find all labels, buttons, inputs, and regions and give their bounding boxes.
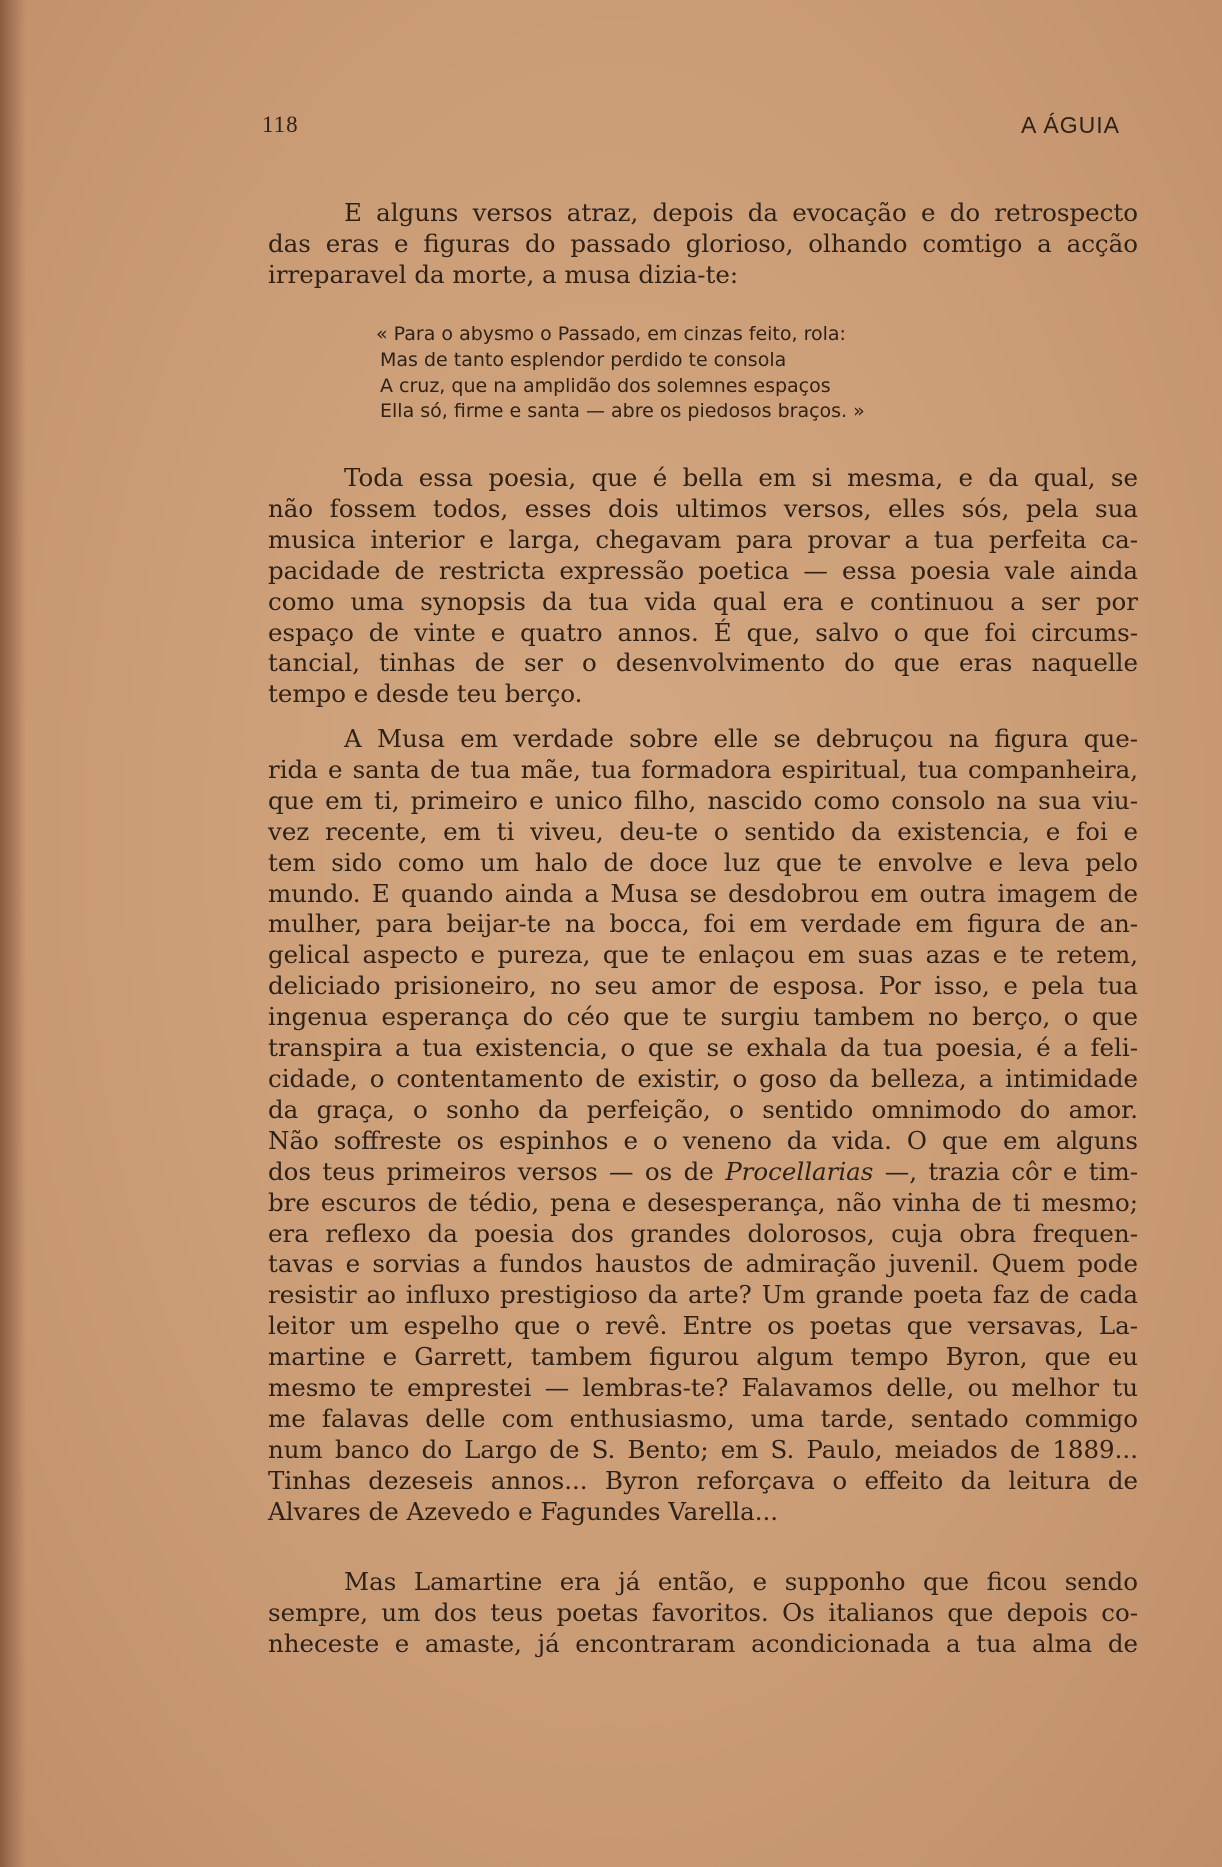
text-line: E alguns versos atraz, depois da evocação e do retrospecto xyxy=(344,198,1138,227)
paragraph-2 xyxy=(268,463,1138,710)
text-line: bre escuros de tédio, pena e desesperança, não vinha de ti mesmo; xyxy=(268,1187,1138,1217)
poem-verse: Ella só, firme e santa — abre os piedosos braços. » xyxy=(380,400,865,423)
text-line: cidade, o contentamento de existir, o goso da belleza, a intimidade xyxy=(268,1063,1138,1093)
text-line: irreparavel da morte, a musa dizia-te: xyxy=(268,259,739,289)
text-line: mulher, para beijar-te na bocca, foi em verdade em figura de an- xyxy=(268,909,1138,939)
text-line: leitor um espelho que o revê. Entre os poetas que versavas, La- xyxy=(268,1311,1138,1341)
text-line: não fossem todos, esses dois ultimos versos, elles sós, pela sua xyxy=(268,493,1138,523)
text-line: Toda essa poesia, que é bella em si mesma, e da qual, se xyxy=(344,463,1138,492)
running-title: A ÁGUIA xyxy=(1020,112,1120,138)
text-line: musica interior e larga, chegavam para provar a tua perfeita ca- xyxy=(268,524,1138,554)
page-header xyxy=(262,112,1120,146)
text-line: das eras e figuras do passado glorioso, olhando comtigo a acção xyxy=(268,228,1138,258)
text-line: mesmo te emprestei — lembras-te? Falavamos delle, ou melhor tu xyxy=(268,1373,1138,1403)
paragraph-1 xyxy=(268,198,1138,291)
text-line: sempre, um dos teus poetas favoritos. Os italianos que depois co- xyxy=(268,1597,1138,1627)
text-line: pacidade de restricta expressão poetica — essa poesia vale ainda xyxy=(268,555,1138,585)
paragraph-3 xyxy=(268,724,1138,1528)
paragraph-4 xyxy=(268,1567,1138,1660)
page-number: 118 xyxy=(262,112,299,137)
text-line: espaço de vinte e quatro annos. É que, salvo o que foi circums- xyxy=(268,617,1138,647)
text-line: tancial, tinhas de ser o desenvolvimento do que eras naquelle xyxy=(268,648,1138,678)
text-line: ingenua esperança do céo que te surgiu tambem no berço, o que xyxy=(268,1002,1138,1032)
text-line: transpira a tua existencia, o que se exhala da tua poesia, é a feli- xyxy=(268,1033,1138,1063)
text-line: tavas e sorvias a fundos haustos de admiração juvenil. Quem pode xyxy=(268,1249,1138,1279)
text-line: A Musa em verdade sobre elle se debruçou na figura que- xyxy=(344,724,1138,753)
text-line: dos teus primeiros versos — os de Procellarias —, trazia côr e tim- xyxy=(268,1156,1138,1186)
text-line: Alvares de Azevedo e Fagundes Varella... xyxy=(268,1496,779,1526)
text-line: deliciado prisioneiro, no seu amor de esposa. Por isso, e pela tua xyxy=(268,971,1138,1001)
text-line: tempo e desde teu berço. xyxy=(268,679,583,709)
text-line: num banco do Largo de S. Bento; em S. Paulo, meiados de 1889... xyxy=(268,1434,1138,1464)
text-line: tem sido como um halo de doce luz que te envolve e leva pelo xyxy=(268,847,1138,877)
text-line: me falavas delle com enthusiasmo, uma tarde, sentado commigo xyxy=(268,1403,1138,1433)
poem-verse: Mas de tanto esplendor perdido te consola xyxy=(380,348,787,371)
text-line: vez recente, em ti viveu, deu-te o sentido da existencia, e foi e xyxy=(268,816,1138,846)
text-line: resistir ao influxo prestigioso da arte? Um grande poeta faz de cada xyxy=(268,1280,1138,1310)
text-line: Tinhas dezeseis annos... Byron reforçava o effeito da leitura de xyxy=(268,1465,1138,1495)
text-line: gelical aspecto e pureza, que te enlaçou em suas azas e te retem, xyxy=(268,940,1138,970)
text-line: como uma synopsis da tua vida qual era e continuou a ser por xyxy=(268,586,1138,616)
text-line: que em ti, primeiro e unico filho, nascido como consolo na sua viu- xyxy=(268,785,1138,815)
page-edge-shadow xyxy=(0,0,26,1867)
text-line: da graça, o sonho da perfeição, o sentido omnimodo do amor. xyxy=(268,1094,1138,1124)
poem-quotation xyxy=(376,322,996,425)
text-line: era reflexo da poesia dos grandes dolorosos, cuja obra frequen- xyxy=(268,1218,1138,1248)
text-line: mundo. E quando ainda a Musa se desdobrou em outra imagem de xyxy=(268,878,1138,908)
text-line: Mas Lamartine era já então, e supponho que ficou sendo xyxy=(344,1567,1138,1596)
text-line: martine e Garrett, tambem figurou algum tempo Byron, que eu xyxy=(268,1342,1138,1372)
text-line: rida e santa de tua mãe, tua formadora espiritual, tua companheira, xyxy=(268,754,1138,784)
text-line: nheceste e amaste, já encontraram acondicionada a tua alma de xyxy=(268,1628,1138,1658)
poem-verse: A cruz, que na amplidão dos solemnes espaços xyxy=(380,374,831,397)
text-line: Não soffreste os espinhos e o veneno da vida. O que em alguns xyxy=(268,1125,1138,1155)
poem-verse: « Para o abysmo o Passado, em cinzas feito, rola: xyxy=(376,323,846,345)
